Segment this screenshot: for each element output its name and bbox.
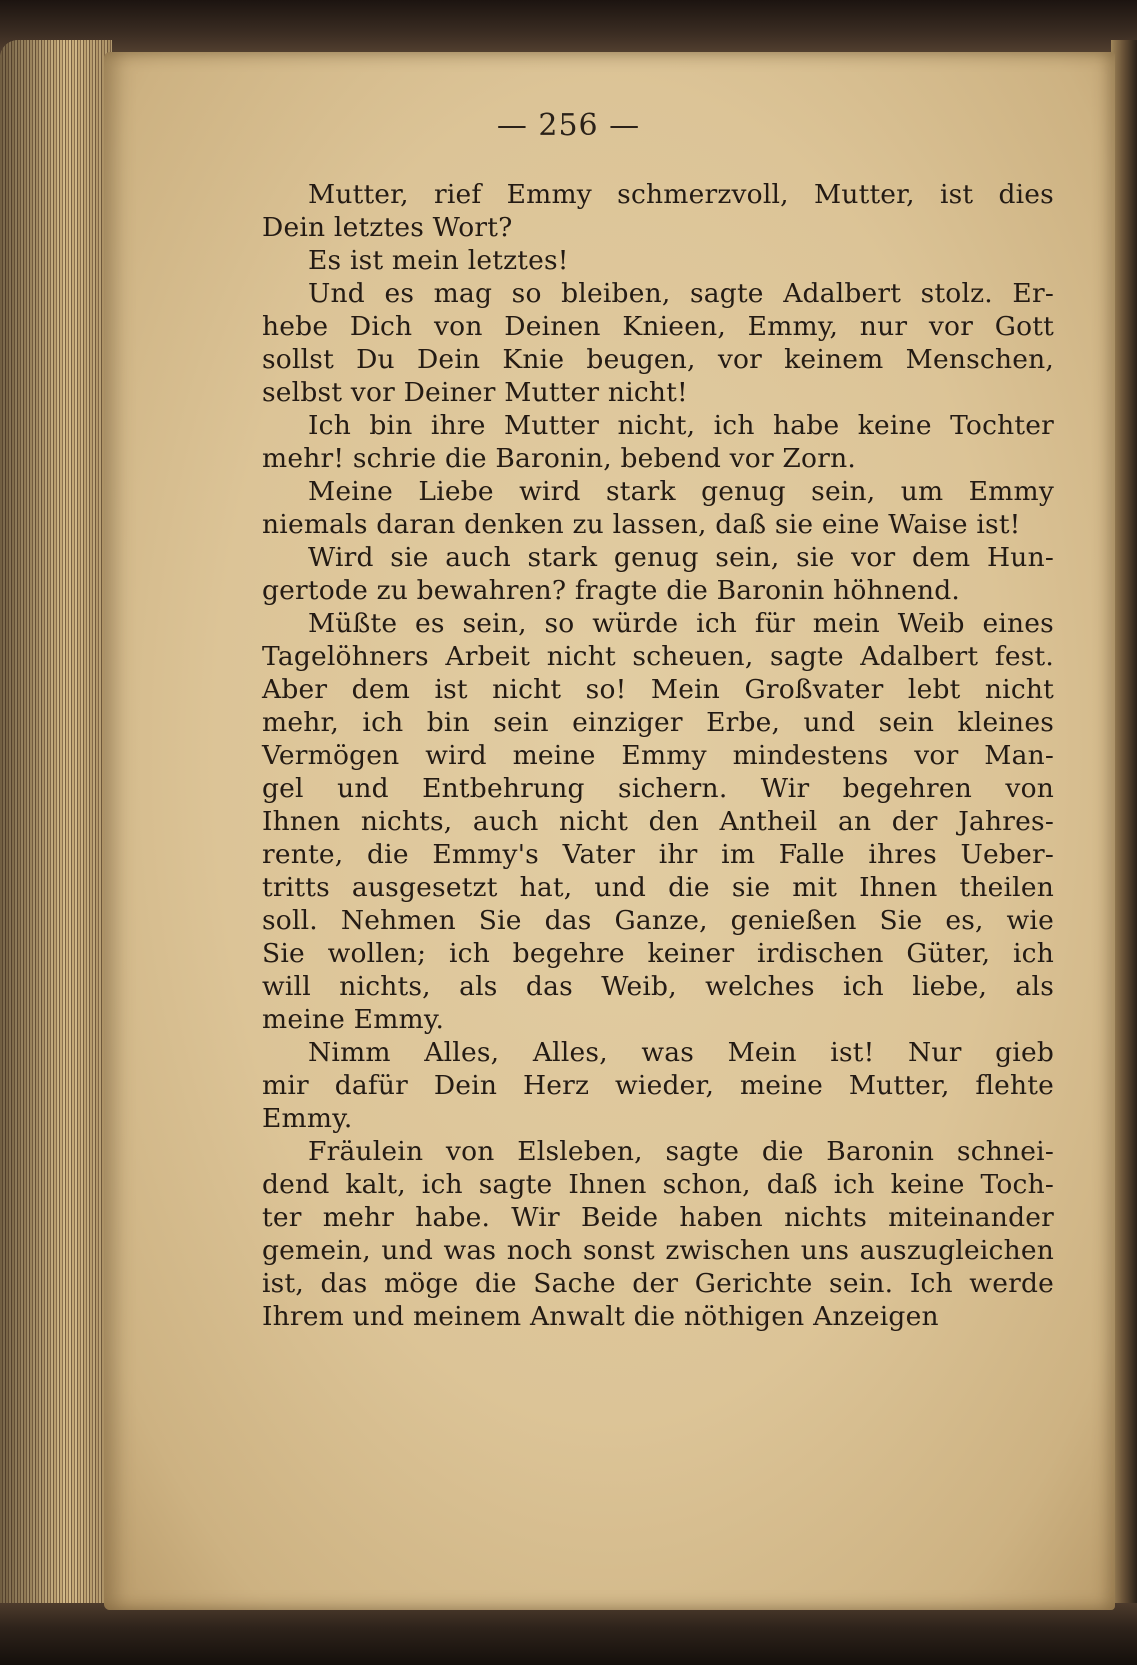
text-line: mir dafür Dein Herz wieder, meine Mutter, flehte xyxy=(262,1070,1054,1101)
text-line: soll. Nehmen Sie das Ganze, genießen Sie es, wie xyxy=(262,905,1054,936)
text-line: Emmy. xyxy=(262,1103,353,1134)
body-text xyxy=(262,178,1054,1333)
text-line: mehr, ich bin sein einziger Erbe, und sein kleines xyxy=(262,707,1054,738)
text-line: Fräulein von Elsleben, sagte die Baronin schnei- xyxy=(308,1136,1054,1167)
text-line: sollst Du Dein Knie beugen, vor keinem Menschen, xyxy=(262,344,1054,375)
text-line: Aber dem ist nicht so! Mein Großvater lebt nicht xyxy=(262,674,1054,705)
text-line: Mutter, rief Emmy schmerzvoll, Mutter, ist dies xyxy=(308,179,1054,210)
paragraph xyxy=(262,607,1054,1036)
paragraph xyxy=(262,277,1054,409)
text-line: Ich bin ihre Mutter nicht, ich habe keine Tochter xyxy=(308,410,1054,441)
page-number: — 256 — xyxy=(496,108,641,143)
text-line: Wird sie auch stark genug sein, sie vor dem Hun- xyxy=(308,542,1054,573)
paragraph xyxy=(262,475,1054,541)
text-line: Tagelöhners Arbeit nicht scheuen, sagte Adalbert fest. xyxy=(262,641,1054,672)
text-line: Nimm Alles, Alles, was Mein ist! Nur gieb xyxy=(308,1037,1054,1068)
text-line: will nichts, als das Weib, welches ich liebe, als xyxy=(262,971,1054,1002)
paragraph xyxy=(262,244,1054,277)
paragraph xyxy=(262,541,1054,607)
text-line: Und es mag so bleiben, sagte Adalbert stolz. Er- xyxy=(308,278,1054,309)
text-line: tritts ausgesetzt hat, und die sie mit Ihnen theilen xyxy=(262,872,1054,903)
text-line: Ihrem und meinem Anwalt die nöthigen Anzeigen xyxy=(262,1301,939,1332)
text-line: meine Emmy. xyxy=(262,1004,445,1035)
text-line: gertode zu bewahren? fragte die Baronin höhnend. xyxy=(262,575,961,606)
text-line: Meine Liebe wird stark genug sein, um Emmy xyxy=(308,476,1054,507)
paragraph xyxy=(262,1135,1054,1333)
text-line: niemals daran denken zu lassen, daß sie eine Waise ist! xyxy=(262,509,1021,540)
text-line: Müßte es sein, so würde ich für mein Weib eines xyxy=(308,608,1054,639)
text-line: ist, das möge die Sache der Gerichte sein. Ich werde xyxy=(262,1268,1054,1299)
text-line: mehr! schrie die Baronin, bebend vor Zorn. xyxy=(262,443,856,474)
text-line: dend kalt, ich sagte Ihnen schon, daß ich keine Toch- xyxy=(262,1169,1054,1200)
text-line: Ihnen nichts, auch nicht den Antheil an der Jahres- xyxy=(262,806,1054,837)
text-line: Sie wollen; ich begehre keiner irdischen Güter, ich xyxy=(262,938,1054,969)
text-line: selbst vor Deiner Mutter nicht! xyxy=(262,377,688,408)
text-line: rente, die Emmy's Vater ihr im Falle ihres Ueber- xyxy=(262,839,1054,870)
text-line: hebe Dich von Deinen Knieen, Emmy, nur vor Gott xyxy=(262,311,1054,342)
stacked-page-edges xyxy=(0,40,112,1620)
book-cover-bottom-edge xyxy=(0,1603,1137,1665)
paragraph xyxy=(262,409,1054,475)
text-line: gel und Entbehrung sichern. Wir begehren von xyxy=(262,773,1054,804)
text-line: Vermögen wird meine Emmy mindestens vor Man- xyxy=(262,740,1054,771)
text-line: Es ist mein letztes! xyxy=(308,245,569,276)
text-line: Dein letztes Wort? xyxy=(262,212,513,243)
text-line: ter mehr habe. Wir Beide haben nichts miteinander xyxy=(262,1202,1054,1233)
paragraph xyxy=(262,1036,1054,1135)
paragraph xyxy=(262,178,1054,244)
book-cover-top-edge xyxy=(0,0,1137,60)
text-line: gemein, und was noch sonst zwischen uns auszugleichen xyxy=(262,1235,1054,1266)
